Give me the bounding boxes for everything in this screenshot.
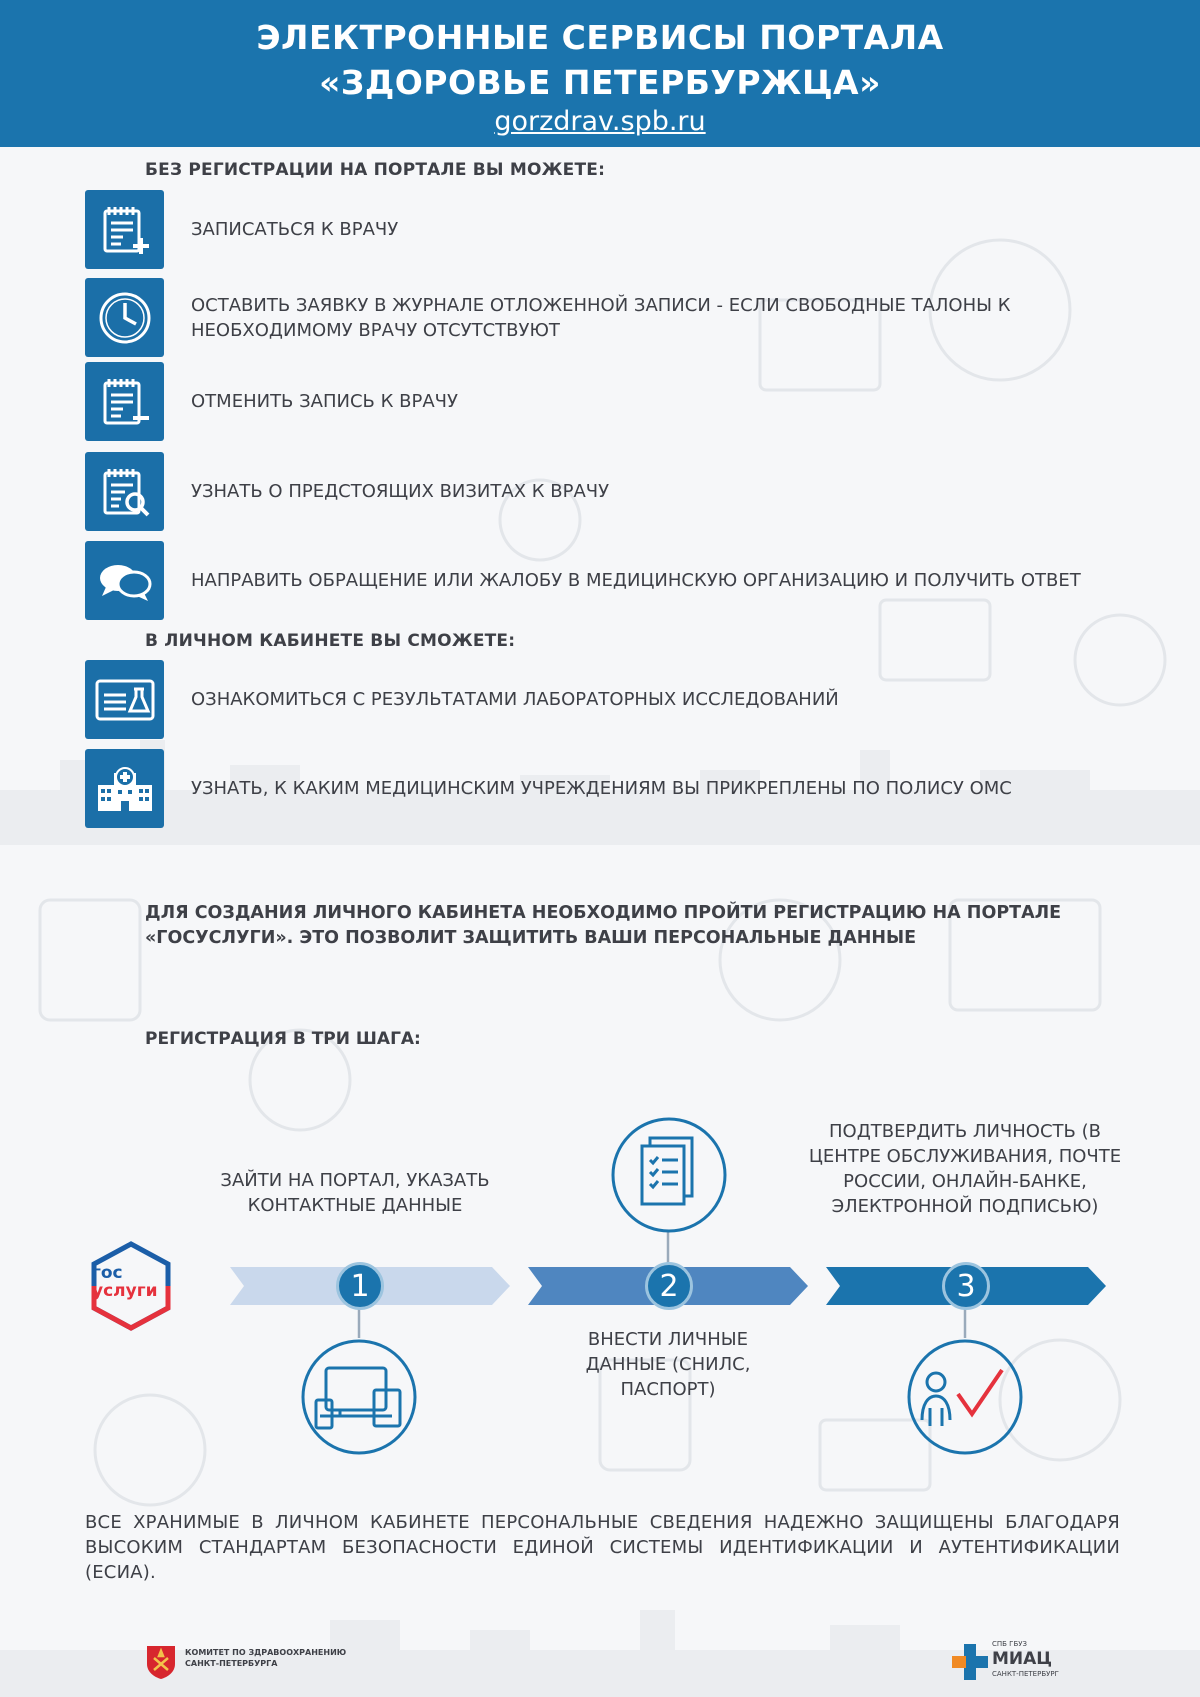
devices-icon <box>300 1338 418 1456</box>
footer-right-city: САНКТ-ПЕТЕРБУРГ <box>992 1670 1059 1678</box>
header-title-line1: ЭЛЕКТРОННЫЕ СЕРВИСЫ ПОРТАЛА <box>256 18 944 57</box>
portal-link[interactable]: gorzdrav.spb.ru <box>494 106 706 137</box>
service-item-text: УЗНАТЬ О ПРЕДСТОЯЩИХ ВИЗИТАХ К ВРАЧУ <box>191 481 610 502</box>
step-text-2: ВНЕСТИ ЛИЧНЫЕ ДАННЫЕ (СНИЛС, ПАСПОРТ) <box>585 1329 751 1400</box>
person-check-icon <box>906 1338 1024 1456</box>
footer-left-line1: КОМИТЕТ ПО ЗДРАВООХРАНЕНИЮ <box>185 1648 347 1657</box>
service-item-text: НАПРАВИТЬ ОБРАЩЕНИЕ ИЛИ ЖАЛОБУ В МЕДИЦИНСКУЮ ОРГАНИЗАЦИЮ И ПОЛУЧИТЬ ОТВЕТ <box>191 570 1081 591</box>
service-item-text: УЗНАТЬ, К КАКИМ МЕДИЦИНСКИМ УЧРЕЖДЕНИЯМ ВЫ ПРИКРЕПЛЕНЫ ПО ПОЛИСУ ОМС <box>191 778 1012 799</box>
service-item-text: ЗАПИСАТЬСЯ К ВРАЧУ <box>191 219 399 240</box>
step-number-2: 2 <box>645 1262 693 1310</box>
security-statement: ВСЕ ХРАНИМЫЕ В ЛИЧНОМ КАБИНЕТЕ ПЕРСОНАЛЬНЫЕ СВЕДЕНИЯ НАДЕЖНО ЗАЩИЩЕНЫ БЛАГОДАРЯ ВЫСОКИМ СТАНДАРТАМ БЕЗОПАСНОСТИ ЕДИНОЙ СИСТЕМЫ ИДЕНТИФИКАЦИИ И АУТЕНТИФИКАЦИИ (ЕСИА). <box>85 1512 1120 1583</box>
footer-right-small: СПБ ГБУЗ <box>992 1640 1028 1648</box>
footer-miac-logo <box>950 1640 1150 1684</box>
footer-left-line2: САНКТ-ПЕТЕРБУРГА <box>185 1659 278 1668</box>
coat-of-arms-icon <box>145 1644 177 1680</box>
header-title-line2: «ЗДОРОВЬЕ ПЕТЕРБУРЖЦА» <box>319 63 881 102</box>
step-text-3: ПОДТВЕРДИТЬ ЛИЧНОСТЬ (В ЦЕНТРЕ ОБСЛУЖИВАНИЯ, ПОЧТЕ РОССИИ, ОНЛАЙН-БАНКЕ, ЭЛЕКТРОННОЙ ПОДПИСЬЮ) <box>808 1121 1122 1217</box>
step-text-1: ЗАЙТИ НА ПОРТАЛ, УКАЗАТЬ КОНТАКТНЫЕ ДАННЫЕ <box>220 1170 490 1216</box>
steps-title: РЕГИСТРАЦИЯ В ТРИ ШАГА: <box>145 1029 421 1049</box>
gosuslugi-logo-line1: гос <box>92 1263 123 1283</box>
footer-right-name: МИАЦ <box>992 1649 1053 1669</box>
documents-checklist-icon <box>610 1116 728 1234</box>
section-title-no-registration: БЕЗ РЕГИСТРАЦИИ НА ПОРТАЛЕ ВЫ МОЖЕТЕ: <box>145 160 606 180</box>
registration-note: ДЛЯ СОЗДАНИЯ ЛИЧНОГО КАБИНЕТА НЕОБХОДИМО ПРОЙТИ РЕГИСТРАЦИЮ НА ПОРТАЛЕ «ГОСУСЛУГИ». ЭТО ПОЗВОЛИТ ЗАЩИТИТЬ ВАШИ ПЕРСОНАЛЬНЫЕ ДАННЫЕ <box>145 903 1062 948</box>
section-title-personal-account: В ЛИЧНОМ КАБИНЕТЕ ВЫ СМОЖЕТЕ: <box>145 631 516 651</box>
service-item-text: ОЗНАКОМИТЬСЯ С РЕЗУЛЬТАТАМИ ЛАБОРАТОРНЫХ ИССЛЕДОВАНИЙ <box>191 689 839 710</box>
service-item-text: ОСТАВИТЬ ЗАЯВКУ В ЖУРНАЛЕ ОТЛОЖЕННОЙ ЗАПИСИ - ЕСЛИ СВОБОДНЫЕ ТАЛОНЫ К НЕОБХОДИМОМУ ВРАЧУ ОТСУТСТВУЮТ <box>191 294 1011 341</box>
medical-cross-icon <box>950 1642 990 1682</box>
gosuslugi-logo-line2: услуги <box>92 1281 158 1301</box>
service-item-text: ОТМЕНИТЬ ЗАПИСЬ К ВРАЧУ <box>191 391 458 412</box>
step-number-1: 1 <box>336 1262 384 1310</box>
step-number-3: 3 <box>942 1262 990 1310</box>
